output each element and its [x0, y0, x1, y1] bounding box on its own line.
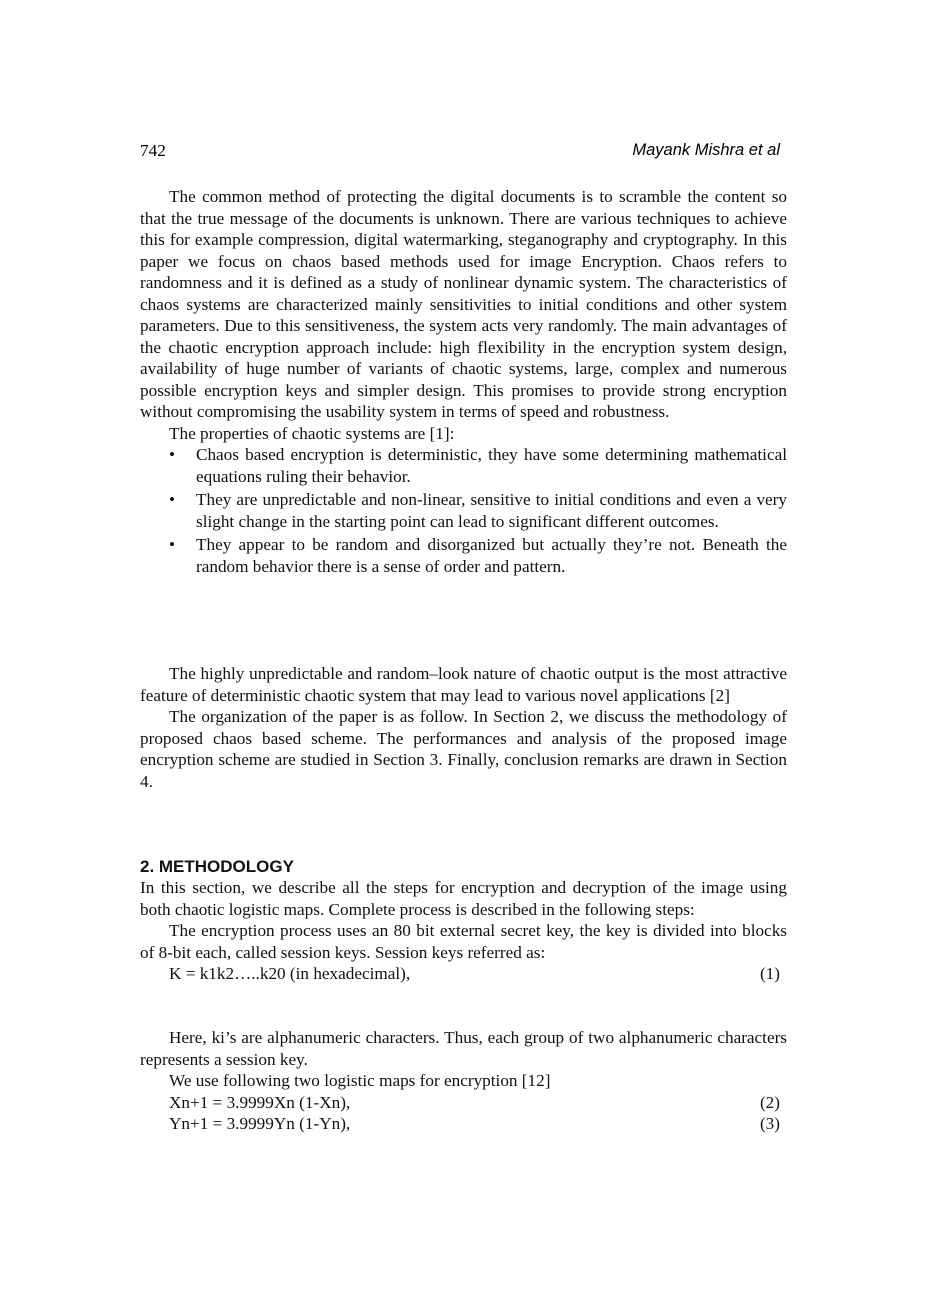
equation-number: (3): [759, 1114, 780, 1133]
equation-number: (2): [759, 1092, 780, 1112]
section-heading: 2. METHODOLOGY: [140, 857, 294, 876]
methodology-paragraph-4: We use following two logistic maps for encryption [12]: [169, 1071, 551, 1090]
list-item: • They are unpredictable and non-linear, sensitive to initial conditions and even a very slight change in the starting point can lead to significant different outcomes.: [169, 490, 787, 531]
page-number: 742: [140, 141, 166, 160]
page-header: [140, 141, 780, 163]
properties-list: [140, 444, 787, 577]
intro-section: [140, 186, 787, 577]
equation-2: [140, 1092, 780, 1114]
intro-closing: [140, 663, 787, 792]
equation-3: [140, 1113, 780, 1135]
intro-paragraph-2: The properties of chaotic systems are [1]:: [169, 423, 455, 443]
intro-paragraph-4: The organization of the paper is as follow. In Section 2, we discuss the methodology of proposed chaos based scheme. The performances and analysis of the proposed image encryption scheme are studied in Section 3. Finally, conclusion remarks are drawn in Section 4.: [140, 707, 787, 791]
methodology-paragraph-1: In this section, we describe all the steps for encryption and decryption of the image using both chaotic logistic maps. Complete process is described in the following steps:: [140, 878, 787, 919]
methodology-paragraph-3: Here, ki’s are alphanumeric characters. Thus, each group of two alphanumeric characters represents a session key.: [140, 1028, 787, 1069]
running-author: Mayank Mishra et al: [632, 141, 780, 159]
bullet-icon: •: [169, 535, 176, 554]
bullet-icon: •: [169, 490, 176, 509]
equation-text: K = k1k2…..k20 (in hexadecimal),: [169, 964, 411, 983]
intro-paragraph-3: The highly unpredictable and random–look nature of chaotic output is the most attractive feature of deterministic chaotic system that may lead to various novel applications [2]: [140, 664, 787, 705]
intro-paragraph-1: The common method of protecting the digital documents is to scramble the content so that the true message of the documents is unknown. There are various techniques to achieve this for example compression, digital watermarking, steganography and cryptography. In this paper we focus on chaos based methods used for image Encryption. Chaos refers to randomness and it is defined as a study of nonlinear dynamic system. The characteristics of chaos systems are characterized mainly sensitivities to initial conditions and other system parameters. Due to this sensitiveness, the system acts very randomly. The main advantages of the chaotic encryption approach include: high flexibility in the encryption system design, availability of huge number of variants of chaotic systems, large, complex and numerous possible encryption keys and simpler design. This promises to provide strong encryption without compromising the usability system in terms of speed and robustness.: [140, 187, 787, 421]
methodology-section: [140, 877, 787, 985]
equation-text: Xn+1 = 3.9999Xn (1-Xn),: [169, 1092, 351, 1112]
methodology-continued: [140, 1027, 787, 1135]
equation-1: [140, 963, 780, 985]
list-item: • Chaos based encryption is deterministic, they have some determining mathematical equations ruling their behavior.: [169, 445, 787, 486]
list-item: • They appear to be random and disorganized but actually they’re not. Beneath the random behavior there is a sense of order and pattern.: [169, 535, 787, 576]
equation-text: Yn+1 = 3.9999Yn (1-Yn),: [169, 1114, 351, 1133]
equation-number: (1): [759, 964, 780, 983]
bullet-icon: •: [169, 445, 176, 464]
methodology-paragraph-2: The encryption process uses an 80 bit external secret key, the key is divided into blocks of 8-bit each, called session keys. Session keys referred as:: [140, 921, 787, 962]
